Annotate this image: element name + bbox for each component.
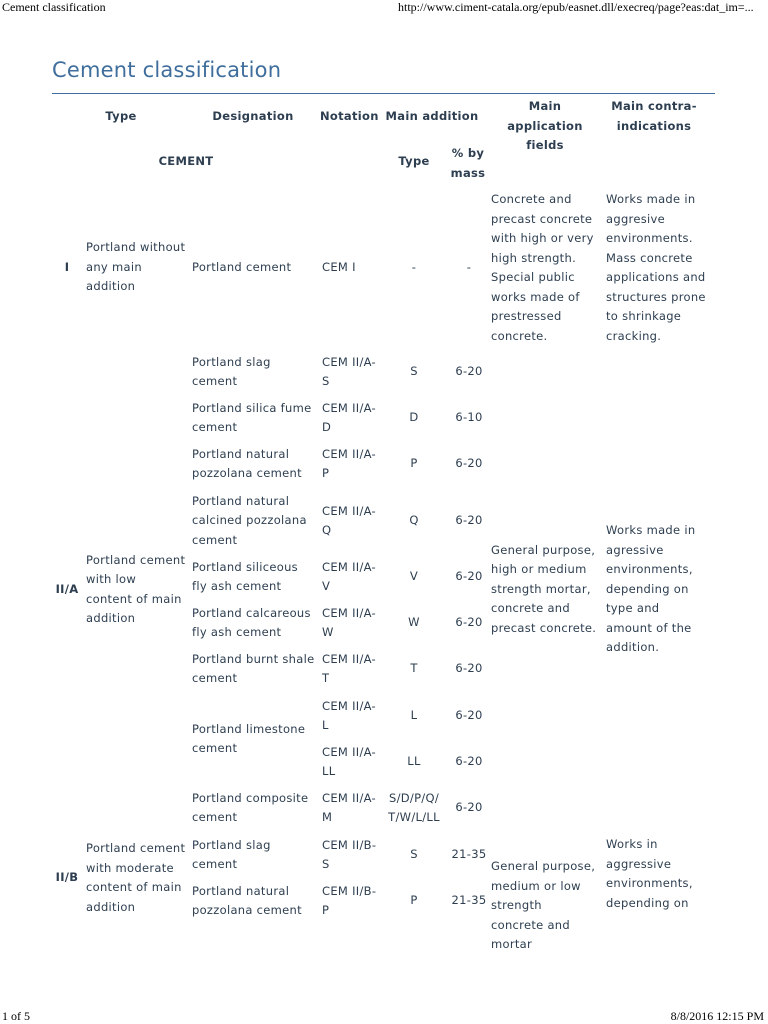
addition-type-cell: V xyxy=(409,569,419,584)
header-main-application: Main application fields xyxy=(507,99,583,152)
page-title: Cement classification xyxy=(52,58,282,82)
header-type: Type xyxy=(105,109,137,123)
application-cell: Concrete and precast concrete with high or very high strength. Special public works made of prestressed concrete. xyxy=(491,192,594,343)
designation-cell: Portland siliceous fly ash cement xyxy=(192,559,298,593)
mass-cell: 6-20 xyxy=(455,661,483,676)
mass-cell: 6-20 xyxy=(455,615,483,630)
contra-cell: Works made in agressive environments, depending on type and amount of the addition. xyxy=(606,523,696,655)
designation-cell: Portland natural pozzolana cement xyxy=(192,446,302,480)
group-code: II/A xyxy=(55,581,79,596)
header-main-addition: Main addition xyxy=(385,109,479,123)
application-cell: General purpose, high or medium strength mortar, concrete and precast concrete. xyxy=(491,542,597,635)
header-contra-indications: Main contra-indications xyxy=(611,99,697,133)
notation-cell: CEM II/A-V xyxy=(322,559,376,593)
notation-cell: CEM II/A-W xyxy=(322,605,376,639)
addition-type-cell: T xyxy=(410,661,418,676)
mass-cell: 6-20 xyxy=(455,754,483,769)
mass-cell: 6-10 xyxy=(455,410,483,425)
group-code: II/B xyxy=(55,870,79,885)
print-date: 8/8/2016 12:15 PM xyxy=(670,1009,764,1023)
group-code: I xyxy=(64,259,70,274)
header-cement: CEMENT xyxy=(158,154,214,168)
header-percent-by-mass: % by mass xyxy=(450,146,486,180)
mass-cell: - xyxy=(466,259,472,274)
designation-cell: Portland calcareous fly ash cement xyxy=(192,605,311,639)
notation-cell: CEM II/A-Q xyxy=(322,503,376,537)
notation-cell: CEM II/B-P xyxy=(322,883,377,917)
designation-cell: Portland composite cement xyxy=(192,790,309,824)
designation-cell: Portland limestone cement xyxy=(192,721,306,755)
designation-cell: Portland cement xyxy=(192,259,292,274)
designation-cell: Portland burnt shale cement xyxy=(192,651,315,685)
designation-cell: Portland natural pozzolana cement xyxy=(192,883,302,917)
title-divider xyxy=(52,93,715,94)
header-notation: Notation xyxy=(320,109,379,123)
notation-cell: CEM I xyxy=(322,259,356,274)
designation-cell: Portland natural calcined pozzolana cement xyxy=(192,493,307,547)
group-type-label: Portland without any main addition xyxy=(86,240,186,294)
mass-cell: 6-20 xyxy=(455,513,483,528)
print-header-title: Cement classification xyxy=(2,0,106,14)
notation-cell: CEM II/A-T xyxy=(322,651,376,685)
group-type-label: Portland cement with low content of main addition xyxy=(86,552,186,625)
notation-cell: CEM II/B-S xyxy=(322,837,377,871)
print-header-url[interactable]: http://www.ciment-catala.org/epub/easnet.dll/execreq/page?eas:dat_im=... xyxy=(398,0,754,14)
notation-cell: CEM II/A-S xyxy=(322,354,376,388)
notation-cell: CEM II/A-M xyxy=(322,790,376,824)
mass-cell: 6-20 xyxy=(455,456,483,471)
addition-type-cell: P xyxy=(410,456,418,471)
designation-cell: Portland slag cement xyxy=(192,354,271,388)
mass-cell: 6-20 xyxy=(455,364,483,379)
addition-type-cell: Q xyxy=(409,513,419,528)
addition-type-cell: LL xyxy=(407,754,421,769)
addition-type-cell: S xyxy=(410,847,418,862)
notation-cell: CEM II/A-D xyxy=(322,400,376,434)
designation-cell: Portland silica fume cement xyxy=(192,400,312,434)
notation-cell: CEM II/A-P xyxy=(322,446,376,480)
addition-type-cell: S/D/P/Q/ T/W/L/LL xyxy=(388,790,440,824)
header-designation: Designation xyxy=(212,109,294,123)
application-cell: General purpose, medium or low strength concrete and mortar xyxy=(491,859,596,951)
addition-type-cell: S xyxy=(410,364,418,379)
contra-cell: Works in aggressive environments, depending on xyxy=(606,837,693,910)
mass-cell: 6-20 xyxy=(455,708,483,723)
group-type-label: Portland cement with moderate content of main addition xyxy=(86,841,186,914)
notation-cell: CEM II/A-L xyxy=(322,698,376,732)
mass-cell: 6-20 xyxy=(455,800,483,815)
mass-cell: 21-35 xyxy=(451,893,487,908)
header-addition-type: Type xyxy=(398,154,430,168)
page-number: 1 of 5 xyxy=(2,1009,30,1023)
addition-type-cell: P xyxy=(410,893,418,908)
mass-cell: 6-20 xyxy=(455,569,483,584)
addition-type-cell: W xyxy=(408,615,420,630)
mass-cell: 21-35 xyxy=(451,847,487,862)
designation-cell: Portland slag cement xyxy=(192,837,271,871)
addition-type-cell: - xyxy=(411,259,417,274)
notation-cell: CEM II/A-LL xyxy=(322,744,376,778)
addition-type-cell: L xyxy=(410,708,418,723)
contra-cell: Works made in aggresive environments. Mass concrete applications and structures prone to shrinkage cracking. xyxy=(606,192,706,343)
addition-type-cell: D xyxy=(409,410,419,425)
